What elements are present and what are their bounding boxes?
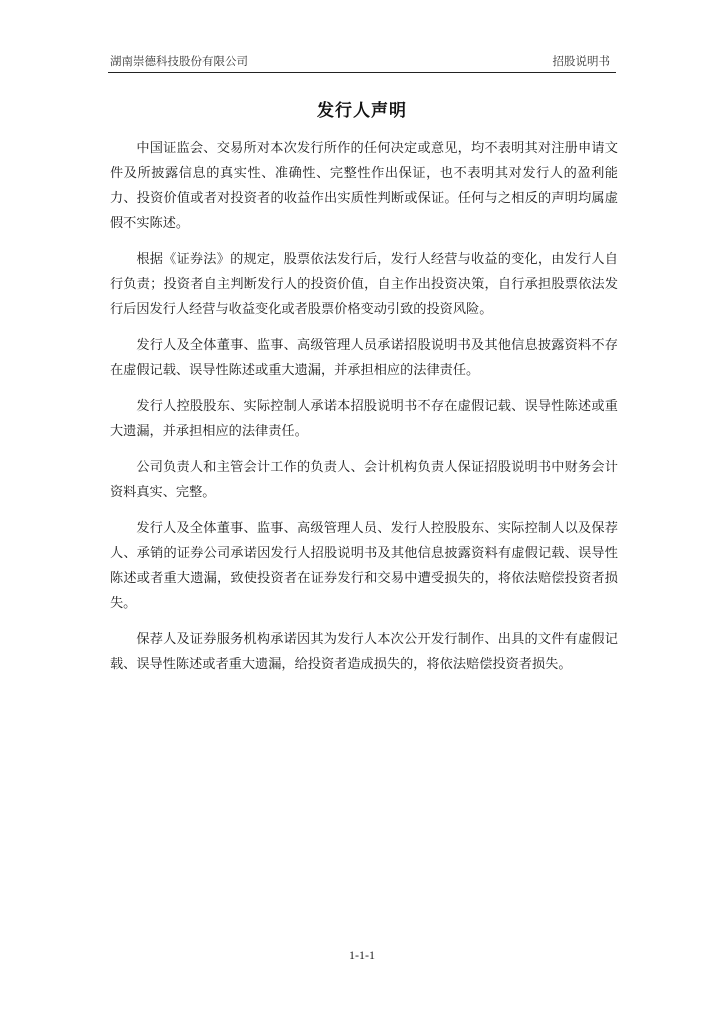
page-number: 1-1-1 [349,948,375,962]
paragraph: 发行人控股股东、实际控制人承诺本招股说明书不存在虚假记载、误导性陈述或重大遗漏，并承担相应的法律责任。 [110,399,618,439]
header-document-type: 招股说明书 [552,54,610,68]
paragraph: 根据《证券法》的规定，股票依法发行后，发行人经营与收益的变化，由发行人自行负责；投资者自主判断发行人的投资价值，自主作出投资决策，自行承担股票依法发行后因发行人经营与收益变化或者股票价格变动引致的投资风险。 [110,252,618,317]
paragraph: 中国证监会、交易所对本次发行所作的任何决定或意见，均不表明其对注册申请文件及所披露信息的真实性、准确性、完整性作出保证，也不表明其对发行人的盈利能力、投资价值或者对投资者的收益作出实质性判断或保证。任何与之相反的声明均属虚假不实陈述。 [110,141,618,231]
paragraph: 保荐人及证券服务机构承诺因其为发行人本次公开发行制作、出具的文件有虚假记载、误导性陈述或者重大遗漏，给投资者造成损失的，将依法赔偿投资者损失。 [110,632,618,672]
paragraph: 公司负责人和主管会计工作的负责人、会计机构负责人保证招股说明书中财务会计资料真实、完整。 [110,460,618,500]
page-title: 发行人声明 [317,101,407,121]
page-header [108,52,616,73]
header-company-name: 湖南崇德科技股份有限公司 [110,54,248,68]
paragraph: 发行人及全体董事、监事、高级管理人员、发行人控股股东、实际控制人以及保荐人、承销的证券公司承诺因发行人招股说明书及其他信息披露资料有虚假记载、误导性陈述或者重大遗漏，致使投资者在证券发行和交易中遭受损失的，将依法赔偿投资者损失。 [110,521,618,611]
paragraph: 发行人及全体董事、监事、高级管理人员承诺招股说明书及其他信息披露资料不存在虚假记载、误导性陈述或重大遗漏，并承担相应的法律责任。 [110,338,618,378]
statement-body [110,136,618,688]
